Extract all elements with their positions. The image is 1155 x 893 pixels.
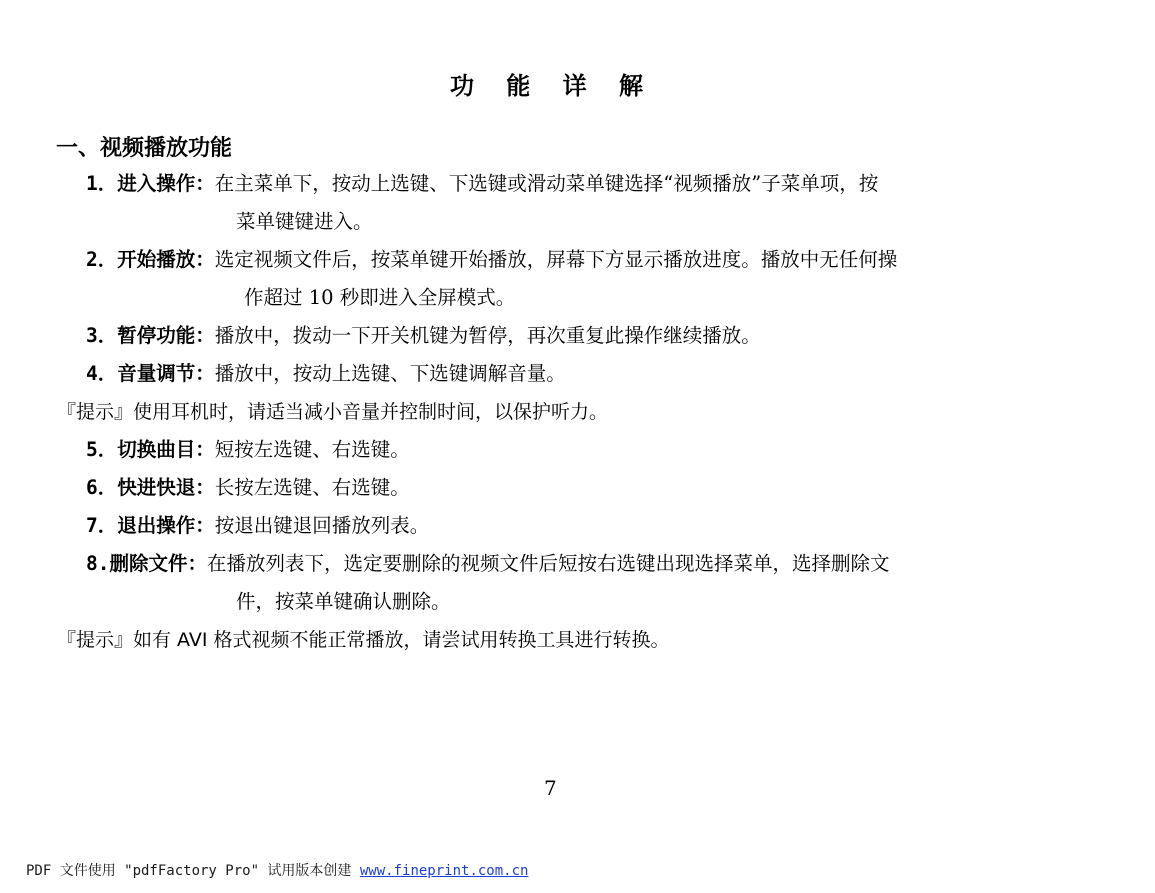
item-continuation: 件，按菜单键确认删除。: [236, 590, 451, 613]
item-text: 在播放列表下，选定要删除的视频文件后短按右选键出现选择菜单，选择删除文: [207, 552, 890, 575]
item-text: 长按左选键、右选键。: [214, 476, 410, 499]
item-label: 音量调节：: [117, 362, 215, 385]
footer-link[interactable]: www.fineprint.com.cn: [359, 863, 529, 879]
list-item: [86, 173, 878, 195]
section-title: 一、视频播放功能: [56, 136, 233, 161]
item-number: 6．: [86, 476, 118, 499]
item-number: 7．: [86, 514, 118, 537]
item-label: 退出操作：: [117, 514, 215, 537]
item-number: 4．: [86, 362, 118, 385]
item-number: 3．: [86, 324, 118, 347]
item-text: 选定视频文件后，按菜单键开始播放，屏幕下方显示播放进度。播放中无任何操: [214, 248, 898, 271]
tip-note: 『提示』使用耳机时，请适当减小音量并控制时间，以保护听力。: [57, 401, 609, 423]
item-label: 开始播放：: [117, 248, 215, 271]
footer-text: PDF 文件使用 "pdfFactory Pro" 试用版本创建: [26, 863, 360, 879]
item-text: 按退出键退回播放列表。: [214, 514, 430, 537]
list-item: [86, 439, 410, 461]
footer: [26, 860, 528, 880]
list-item: [86, 477, 410, 499]
item-label: 删除文件：: [109, 552, 207, 575]
item-number: 5．: [86, 438, 118, 461]
item-label: 进入操作：: [117, 172, 215, 195]
list-item: [86, 249, 897, 271]
page-title: 功 能 详 解: [449, 72, 656, 100]
item-label: 快进快退：: [117, 476, 215, 499]
list-item: [86, 515, 429, 537]
item-continuation: 菜单键键进入。: [236, 210, 373, 233]
item-label: 暂停功能：: [117, 324, 215, 347]
list-item: [86, 363, 566, 385]
list-item: [86, 325, 761, 347]
tip-note: 『提示』如有 AVI 格式视频不能正常播放，请尝试用转换工具进行转换。: [57, 629, 670, 651]
page-number: 7: [544, 776, 557, 800]
item-text: 在主菜单下，按动上选键、下选键或滑动菜单键选择“视频播放”子菜单项，按: [214, 172, 879, 195]
item-number: 8.: [86, 552, 110, 575]
item-text: 播放中，按动上选键、下选键调解音量。: [214, 362, 566, 385]
item-text: 播放中，拨动一下开关机键为暂停，再次重复此操作继续播放。: [214, 324, 761, 347]
item-number: 1．: [86, 172, 118, 195]
item-label: 切换曲目：: [117, 438, 215, 461]
item-continuation: 作超过 10 秒即进入全屏模式。: [244, 286, 516, 309]
item-number: 2．: [86, 248, 118, 271]
item-text: 短按左选键、右选键。: [214, 438, 410, 461]
list-item: [86, 553, 890, 575]
